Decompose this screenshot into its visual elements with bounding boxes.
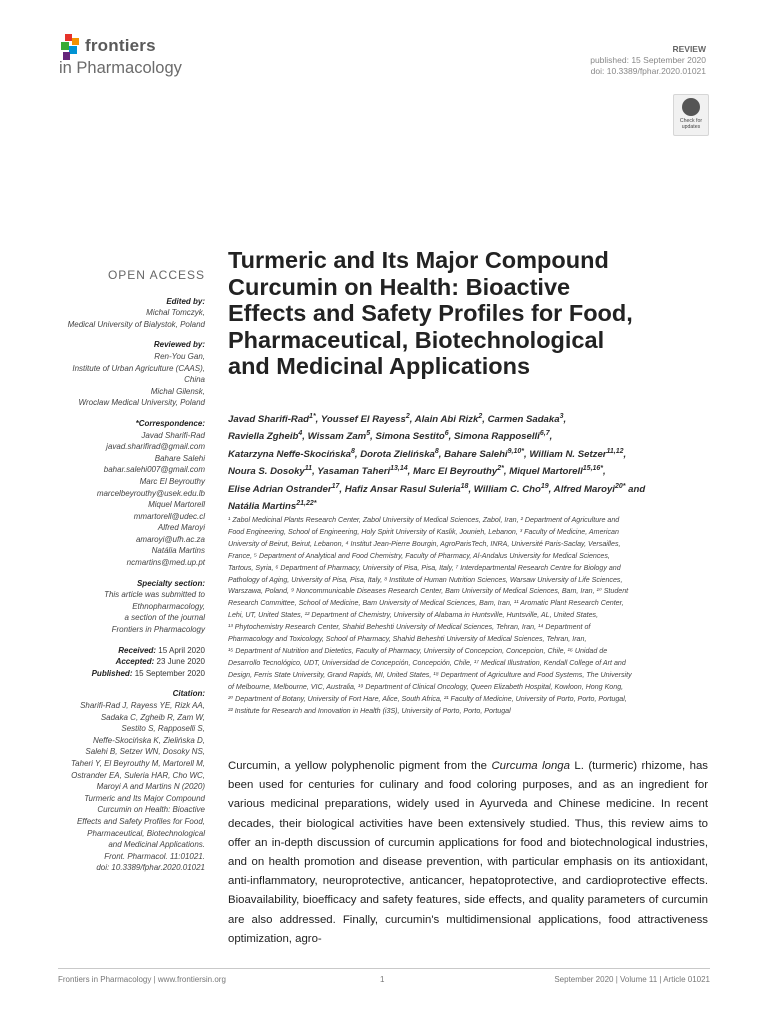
- title-line: Pharmaceutical, Biotechnological: [228, 326, 605, 353]
- sidebar-line: Michal Tomczyk,: [146, 308, 205, 318]
- affiliation-line: Design, Ferris State University, Grand Rapids, MI, United States, ¹⁸ Department of Agriculture and Food Systems, The University: [228, 670, 632, 679]
- abstract-text-rest: L. (turmeric) rhizome, has been used for centuries for culinary and food coloring purposes, and as an ingredient for various medicinal preparations, widely used in Ayurveda and Chinese medicine. In recent decades, their biological activities have been extensively studied. Thus, this review aims to offer an in-depth discussion of curcumin applications for food and biotechnological industries, and on health promotion and disease prevention, with particular emphasis on its antioxidant, anti-inflammatory, neuroprotective, anticancer, hepatoprotective, and cardioprotective effects. Bioavailability, bioefficacy and safety features, side effects, and quality parameters of curcumin are also addressed. Finally, curcumin's multidimensional applications, food attractiveness optimization, agro-: [228, 760, 708, 945]
- author-affiliation-ref: 2: [478, 413, 483, 420]
- sidebar-line: Curcumin on Health: Bioactive: [97, 805, 205, 815]
- author-affiliation-ref: 13,14: [390, 465, 408, 473]
- sidebar-line: marcelbeyrouthy@usek.edu.lb: [96, 488, 205, 498]
- author-affiliation-ref: 18: [460, 482, 469, 490]
- affiliation-line: ¹³ Phytochemistry Research Center, Shahid Beheshti University of Medical Sciences, Tehran, Iran, ¹⁴ Department of: [228, 623, 591, 632]
- date-row: [40, 645, 205, 657]
- author-affiliation-ref: 11,12: [606, 447, 624, 455]
- sidebar-line: Marc El Beyrouthy: [139, 476, 205, 486]
- sidebar-line: This article was submitted to: [104, 590, 205, 600]
- sidebar-line: Effects and Safety Profiles for Food,: [76, 816, 205, 826]
- article-type: REVIEW: [672, 44, 706, 54]
- author-affiliation-ref: 6,7: [539, 430, 550, 438]
- sidebar-sections: [40, 296, 205, 874]
- author-affiliation-ref: 3: [559, 413, 564, 420]
- date-value: 23 June 2020: [156, 657, 205, 667]
- journal-logo: [58, 34, 238, 84]
- author-name: Katarzyna Neffe-Skocińska: [228, 448, 351, 460]
- sidebar-line: Neffe-Skocińska K, Zielińska D,: [92, 735, 205, 745]
- sidebar-dates: [40, 645, 205, 680]
- title-line: Curcumin on Health: Bioactive: [228, 273, 571, 300]
- sidebar-line: Maroyi A and Martins N (2020): [96, 782, 205, 792]
- title-line: Effects and Safety Profiles for Food,: [228, 300, 633, 326]
- author-name: Marc El Beyrouthy: [413, 466, 498, 478]
- affiliation-line: Research Committee, School of Medicine, Bam University of Medical Sciences, Bam, Iran, ¹¹ Aromatic Plant Research Center,: [228, 599, 624, 608]
- author-name: Alfred Maroyi: [553, 483, 615, 495]
- date-label: Received:: [118, 645, 157, 655]
- logo-square-blue: [69, 46, 77, 54]
- affiliation-line: Warszawa, Poland, ⁹ Noncommunicable Diseases Research Center, Bam University of Medical Sciences, Bam, Iran, ¹⁰ Student: [228, 587, 629, 596]
- author-affiliation-ref: 11: [304, 465, 313, 473]
- affiliation-line: ¹⁵ Department of Nutrition and Dietetics, Faculty of Pharmacy, University of Concepcion, Concepcion, Chile, ¹⁶ Unidad de: [228, 646, 608, 655]
- date-row: [40, 656, 205, 668]
- sidebar-heading-reviewed-by: Reviewed by:: [153, 340, 205, 350]
- sidebar-heading-specialty: Specialty section:: [136, 578, 205, 588]
- author-affiliation-ref: 8: [434, 447, 439, 455]
- article-title: [228, 247, 698, 380]
- logo-square-green: [61, 42, 69, 50]
- author-name: Youssef El Rayess: [320, 414, 406, 426]
- author-name: Carmen Sadaka: [487, 414, 560, 426]
- sidebar-line: ncmartins@med.up.pt: [126, 558, 205, 568]
- sidebar-line: Pharmaceutical, Biotechnological: [87, 828, 205, 838]
- open-access-label: OPEN ACCESS: [107, 268, 205, 282]
- title-line: Turmeric and Its Major Compound: [228, 247, 609, 273]
- article-info-sidebar: [40, 270, 205, 874]
- author-name: Natália Martins: [228, 501, 297, 513]
- sidebar-line: Ethnopharmacology,: [132, 601, 205, 611]
- date-value: 15 September 2020: [134, 668, 205, 678]
- author-affiliation-ref: 20*: [614, 482, 626, 490]
- author-name: Wissam Zam: [307, 431, 367, 443]
- abstract-text-start: Curcumin, a yellow polyphenolic pigment from the: [228, 760, 492, 772]
- footer-page-number: 1: [380, 975, 385, 984]
- affiliation-line: ²² Institute for Research and Innovation in Health (i3S), University of Porto, Porto, Portugal: [228, 706, 511, 715]
- affiliation-line: France, ⁵ Department of Analytical and Food Chemistry, Faculty of Pharmacy, Al-Andalus University for Medical Sciences,: [228, 551, 610, 560]
- author-affiliation-ref: 19: [540, 482, 549, 490]
- author-affiliation-ref: 6: [444, 430, 449, 438]
- author-affiliation-ref: 17: [331, 482, 340, 490]
- affiliation-line: Food Engineering, School of Engineering, Holy Spirit University of Kaslik, Jounieh, Lebanon, ³ Faculty of Medicine, American: [228, 527, 619, 536]
- logo-square-orange: [72, 38, 79, 45]
- affiliation-line: Lehi, UT, United States, ¹² Department of Chemistry, University of Alabama in Huntsville, Huntsville, AL, United States,: [228, 611, 599, 620]
- title-line: and Medicinal Applications: [228, 353, 531, 379]
- sidebar-line: Institute of Urban Agriculture (CAAS),: [72, 363, 205, 373]
- article-header: [590, 44, 706, 77]
- logo-square-red: [65, 34, 72, 41]
- author-name: Hafiz Ansar Rasul Suleria: [344, 483, 461, 495]
- author-name: Simona Sestito: [375, 431, 445, 443]
- sidebar-line: amaroyi@ufh.ac.za: [135, 534, 205, 544]
- sidebar-heading-citation: Citation:: [172, 689, 205, 699]
- author-name: Yasaman Taheri: [317, 466, 391, 478]
- sidebar-line: mmartorell@udec.cl: [133, 511, 205, 521]
- affiliation-line: of Melbourne, Melbourne, VIC, Australia, ¹⁹ Department of Clinical Oncology, Queen Elizabeth Hospital, Kowloon, Hong Kong,: [228, 682, 624, 691]
- date-label: Published:: [91, 668, 133, 678]
- affiliation-line: ²⁰ Department of Botany, University of Fort Hare, Alice, South Africa, ²¹ Faculty of Medicine, University of Porto, Porto, Portugal,: [228, 694, 627, 703]
- sidebar-line: javad.sharifirad@gmail.com: [106, 442, 205, 452]
- published-date: published: 15 September 2020: [590, 55, 706, 65]
- date-label: Accepted:: [115, 657, 155, 667]
- author-name: Noura S. Dosoky: [228, 466, 305, 478]
- check-for-updates-badge[interactable]: [673, 94, 709, 136]
- author-name: Miquel Martorell: [509, 466, 583, 478]
- author-list: Javad Sharifi-Rad$^{1*}$, Youssef El Rayess$^2$, Alain Abi Rizk$^2$, Carmen Sadaka$^3$, Raviella Zgheib$^4$, Wissam Zam$^5$, Simona Sestito$^6$, Simona Rapposelli$^{6,7}$, Katarzyna Neffe-Skocińska$^8$, Dorota Zielińska$^8$, Bahare Salehi$^{9,10*}$, William N. Setzer$^{11,12}$, Noura S. Dosoky$^{11}$, Yasaman Taheri$^{13,14}$, Marc El Beyrouthy$^{2*}$, Miquel Martorell$^{15,16*}$, Elise Adrian Ostrander$^{17}$, Hafiz Ansar Rasul Suleria$^{18}$, William C. Cho$^{19}$, Alfred Maroyi$^{20*}$ and Natália Martins$^{21,22*}$: [228, 413, 646, 513]
- logo-text-frontiers: frontiers: [85, 36, 156, 55]
- footer-journal[interactable]: Frontiers in Pharmacology | www.frontiersin.org: [58, 975, 226, 984]
- sidebar-line: Miquel Martorell: [148, 500, 205, 510]
- sidebar-line: Front. Pharmacol. 11:01021.: [104, 851, 205, 861]
- sidebar-line: Sharifi-Rad J, Rayess YE, Rizk AA,: [80, 701, 205, 710]
- author-affiliation-ref: 8: [351, 447, 355, 455]
- affiliation-line: Desarrollo Tecnológico, UDT, Universidad de Concepción, Concepción, Chile, ¹⁷ Medical Illustration, Kendall College of Art and: [228, 658, 626, 667]
- author-name: William C. Cho: [473, 483, 541, 495]
- affiliation-line: Pharmacology and Toxicology, School of Pharmacy, Shahid Beheshti University of Medical Sciences, Tehran, Iran,: [228, 635, 587, 644]
- author-name: Elise Adrian Ostrander: [228, 483, 332, 495]
- sidebar-heading-correspondence: *Correspondence:: [135, 418, 205, 428]
- author-affiliation-ref: 15,16*: [582, 465, 604, 473]
- sidebar-line: doi: 10.3389/fphar.2020.01021: [96, 863, 205, 873]
- abstract-species-name: Curcuma longa: [491, 760, 570, 772]
- author-affiliation-ref: 9,10*: [507, 447, 524, 455]
- affiliation-line: Pathology of Aging, University of Pisa, Pisa, Italy, ⁸ Institute of Human Nutrition Sciences, Warsaw University of Life Sciences,: [228, 575, 623, 584]
- crossmark-icon: [682, 98, 700, 116]
- author-name: Alain Abi Rizk: [414, 414, 479, 426]
- sidebar-line: Sestito S, Rapposelli S,: [121, 724, 205, 734]
- footer-divider: [58, 968, 710, 969]
- sidebar-line: bahar.salehi007@gmail.com: [103, 465, 205, 475]
- sidebar-line: Sadaka C, Zgheib R, Zam W,: [100, 712, 205, 722]
- author-name: Simona Rapposelli: [454, 431, 540, 443]
- author-affiliation-ref: 5: [366, 430, 371, 438]
- sidebar-line: Ren-You Gan,: [154, 351, 205, 361]
- sidebar-line: Javad Sharifi-Rad: [141, 430, 205, 440]
- author-name: William N. Setzer: [529, 448, 607, 460]
- abstract: [228, 757, 708, 949]
- sidebar-line: Alfred Maroyi: [157, 523, 205, 533]
- author-affiliation-ref: 4: [298, 430, 303, 438]
- sidebar-line: Bahare Salehi: [154, 453, 205, 463]
- author-affiliation-ref: 21,22*: [296, 499, 317, 507]
- affiliation-line: University of Beirut, Beirut, Lebanon, ⁴ Institut Jean-Pierre Bourgin, AgroParisTech, INRA, Université Paris-Saclay, Versailles,: [228, 539, 621, 548]
- affiliations: [228, 515, 703, 717]
- sidebar-line: and Medicinal Applications.: [108, 840, 205, 850]
- sidebar-line: a section of the journal: [124, 613, 205, 623]
- affiliation-line: Tartous, Syria, ⁶ Department of Pharmacy, University of Pisa, Pisa, Italy, ⁷ Interdepartmental Research Centre for Biology and: [228, 563, 621, 572]
- author-name: Raviella Zgheib: [228, 431, 299, 443]
- author-affiliation-ref: 2*: [497, 465, 504, 473]
- date-row: [40, 668, 205, 680]
- sidebar-line: Michal Gilensk,: [150, 386, 205, 396]
- sidebar-heading-edited-by: Edited by:: [166, 296, 205, 306]
- sidebar-line: Frontiers in Pharmacology: [111, 625, 205, 635]
- article-doi[interactable]: doi: 10.3389/fphar.2020.01021: [590, 66, 706, 76]
- sidebar-line: Salehi B, Setzer WN, Dosoky NS,: [85, 747, 205, 757]
- sidebar-line: Wroclaw Medical University, Poland: [78, 398, 205, 408]
- author-affiliation-ref: 2: [405, 413, 410, 420]
- affiliation-line: ¹ Zabol Medicinal Plants Research Center, Zabol University of Medical Sciences, Zabol, Iran, ² Department of Agriculture and: [228, 516, 620, 524]
- sidebar-line: Ostrander EA, Suleria HAR, Cho WC,: [71, 770, 205, 780]
- sidebar-line: Medical University of Bialystok, Poland: [67, 319, 205, 329]
- crossmark-label: Check for updates: [679, 118, 703, 130]
- author-name: Dorota Zielińska: [360, 448, 435, 460]
- author-affiliation-ref: 1*: [309, 413, 316, 420]
- footer-issue: September 2020 | Volume 11 | Article 01021: [554, 975, 710, 984]
- sidebar-line: Turmeric and Its Major Compound: [84, 793, 205, 803]
- date-value: 15 April 2020: [158, 645, 205, 655]
- sidebar-line: China: [184, 375, 205, 385]
- author-name: Bahare Salehi: [444, 448, 508, 460]
- sidebar-line: Taheri Y, El Beyrouthy M, Martorell M,: [71, 758, 205, 768]
- logo-text-journal: in Pharmacology: [59, 59, 182, 77]
- author-name: Javad Sharifi-Rad: [228, 414, 310, 426]
- sidebar-line: Natália Martins: [151, 546, 205, 556]
